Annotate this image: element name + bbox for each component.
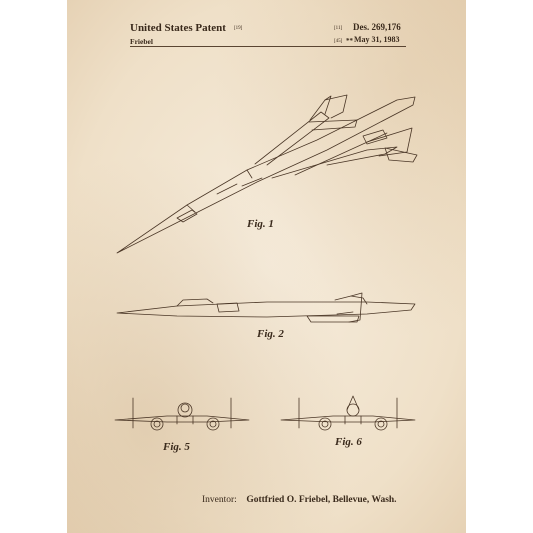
fig2-label: Fig. 2	[257, 328, 284, 340]
patent-sheet	[67, 0, 466, 533]
fig6-aircraft-drawing	[281, 396, 415, 430]
patent-office-title: United States Patent	[130, 22, 226, 34]
patent-code: [11]	[334, 26, 343, 31]
patent-drawings	[67, 0, 466, 533]
inventor-label: Inventor:	[202, 495, 237, 505]
date-code: [45]	[334, 39, 343, 44]
fig5-aircraft-drawing	[115, 398, 249, 430]
patent-number: Des. 269,176	[353, 22, 401, 32]
title-code: [19]	[234, 26, 243, 31]
fig6-label: Fig. 6	[335, 436, 362, 448]
inventor-footer	[202, 495, 397, 505]
patent-date: May 31, 1983	[354, 35, 400, 44]
inventor-name: Gottfried O. Friebel, Bellevue, Wash.	[246, 495, 397, 505]
fig2-aircraft-drawing	[117, 293, 415, 322]
fig5-label: Fig. 5	[163, 441, 190, 453]
fig1-label: Fig. 1	[247, 218, 274, 230]
date-mark: **	[346, 37, 353, 45]
inventor-surname: Friebel	[130, 37, 153, 46]
